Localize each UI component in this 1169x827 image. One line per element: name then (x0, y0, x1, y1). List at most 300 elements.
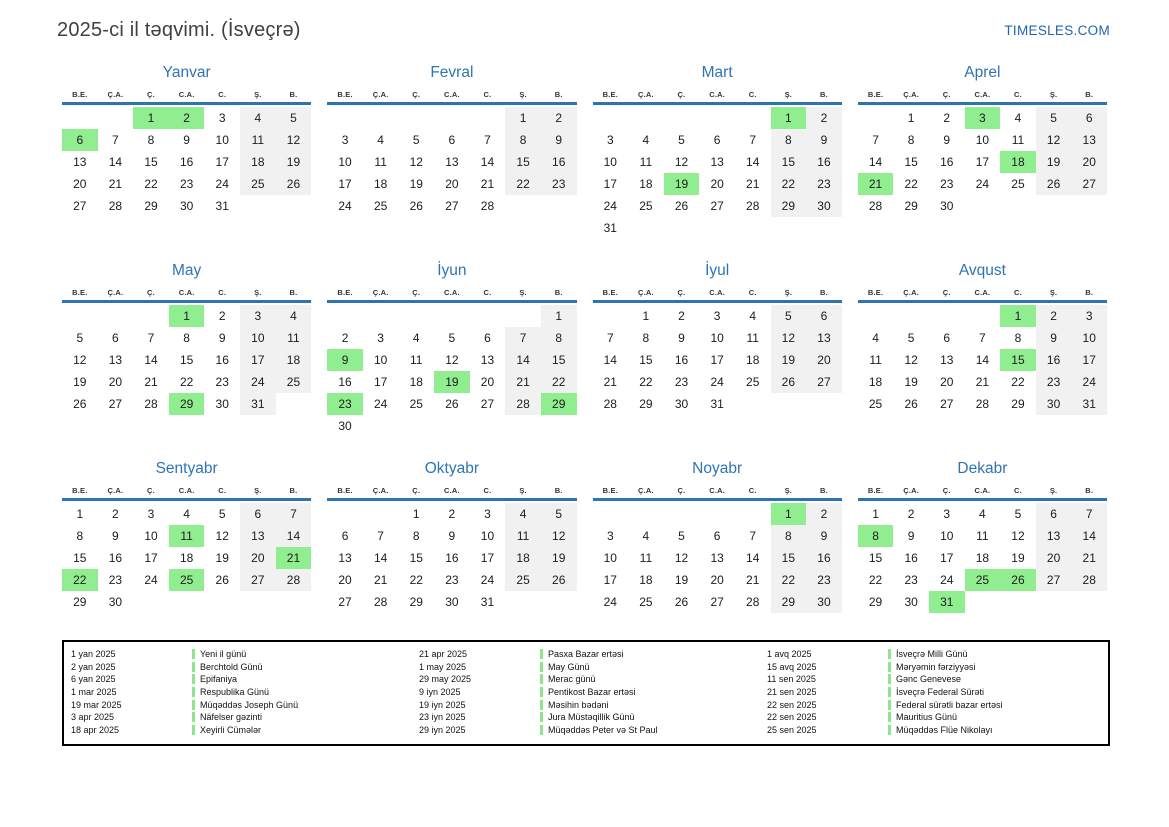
day-cell: 15 (144, 155, 158, 169)
day-cell: 8 (907, 133, 915, 147)
day-cell: 1 (76, 507, 84, 521)
day-cell (1071, 591, 1107, 613)
month-title: İyul (705, 262, 730, 279)
holiday-marker-bar (888, 662, 891, 672)
day-cell: 24 (338, 199, 352, 213)
day-cell: 17 (603, 573, 617, 587)
holiday-entry (760, 648, 1108, 661)
day-cell: 13 (338, 551, 352, 565)
month-title: Avqust (958, 262, 1006, 279)
month-i̇yun (327, 260, 576, 437)
holiday-date: 15 avq 2025 (767, 661, 817, 672)
day-cell: 3 (377, 331, 384, 345)
day-cell: 8 (147, 133, 155, 147)
day-cell: 16 (1036, 349, 1072, 371)
day-cell (398, 107, 434, 129)
weekday-label: Ç.A. (903, 90, 920, 99)
day-cell: 31 (215, 199, 229, 213)
holiday-date: 11 sen 2025 (767, 674, 816, 685)
day-cell: 11 (169, 525, 205, 547)
day-cell: 7 (749, 529, 757, 543)
holiday-marker-bar (192, 662, 195, 672)
day-cell: 28 (505, 393, 541, 415)
day-cell: 27 (1071, 173, 1107, 195)
day-cell (62, 305, 98, 327)
weekday-label: Ş. (519, 486, 527, 495)
day-cell: 10 (603, 155, 617, 169)
weekday-label: Ç.A. (637, 288, 654, 297)
day-cell: 28 (868, 199, 883, 213)
holiday-marker-bar (888, 712, 891, 722)
day-cell: 18 (276, 349, 312, 371)
day-cell: 17 (940, 551, 954, 565)
day-cell: 2 (169, 107, 205, 129)
day-cell: 17 (215, 155, 229, 169)
weekday-label: Ç. (147, 288, 155, 297)
day-cell (240, 195, 276, 217)
day-cell: 12 (73, 353, 87, 367)
day-cell: 19 (1011, 551, 1025, 565)
day-cell: 28 (276, 569, 312, 591)
day-cell: 31 (929, 591, 965, 613)
month-divider-line (327, 102, 576, 105)
day-cell (327, 107, 363, 129)
day-cell (1000, 591, 1036, 613)
holiday-name: May Günü (548, 661, 590, 672)
weekday-label: C. (483, 486, 492, 495)
holiday-marker-bar (192, 725, 195, 735)
day-cell: 27 (1036, 569, 1072, 591)
holiday-entry (64, 711, 412, 724)
day-cell: 21 (108, 177, 123, 191)
day-cell: 25 (409, 397, 423, 411)
day-cell: 10 (480, 529, 495, 543)
day-cell: 7 (606, 331, 614, 345)
day-cell: 29 (904, 199, 918, 213)
day-cell: 3 (341, 133, 349, 147)
holiday-marker-bar (540, 725, 543, 735)
day-cell (735, 503, 771, 525)
day-cell: 6 (713, 133, 721, 147)
holiday-marker-bar (192, 700, 195, 710)
day-cell: 23 (1036, 371, 1072, 393)
day-cell (363, 107, 399, 129)
day-cell: 14 (144, 353, 158, 367)
day-cell: 26 (215, 573, 229, 587)
days-grid (62, 107, 311, 217)
holiday-marker-bar (888, 725, 891, 735)
days-grid (327, 305, 576, 437)
day-cell (133, 591, 169, 613)
day-cell: 4 (872, 331, 879, 345)
holiday-name: Federal sürətli bazar ertəsi (896, 699, 1003, 710)
day-cell: 13 (240, 525, 276, 547)
holiday-entry (64, 648, 412, 661)
holiday-name: Müqəddəs Peter və St Paul (548, 724, 658, 735)
day-cell: 12 (771, 327, 807, 349)
day-cell: 8 (642, 331, 650, 345)
day-cell: 5 (218, 507, 226, 521)
day-cell: 1 (907, 111, 915, 125)
day-cell: 10 (940, 529, 954, 543)
weekday-label: C. (1014, 90, 1022, 99)
day-cell: 26 (674, 199, 689, 213)
day-cell: 8 (858, 525, 894, 547)
day-cell: 29 (868, 595, 883, 609)
day-cell: 2 (806, 107, 842, 129)
weekday-header-row (593, 483, 842, 498)
weekday-label: Ç.A. (107, 486, 124, 495)
day-cell: 23 (445, 573, 459, 587)
day-cell (1071, 195, 1107, 217)
day-cell: 25 (276, 371, 312, 393)
day-cell: 5 (541, 503, 577, 525)
day-cell: 15 (409, 551, 423, 565)
holiday-entry (64, 686, 412, 699)
weekday-header-row (327, 285, 576, 300)
day-cell: 11 (639, 551, 653, 565)
day-cell: 3 (147, 507, 155, 521)
day-cell: 27 (480, 397, 495, 411)
holiday-entry (64, 724, 412, 737)
day-cell (965, 305, 1001, 327)
weekday-header-row (62, 285, 311, 300)
day-cell: 20 (1071, 151, 1107, 173)
day-cell: 9 (907, 529, 915, 543)
day-cell: 15 (73, 551, 87, 565)
day-cell: 16 (806, 547, 842, 569)
day-cell: 5 (771, 305, 807, 327)
weekday-label: Ç.A. (107, 90, 124, 99)
site-logo-link[interactable]: TIMESLES.COM (1004, 23, 1110, 38)
day-cell: 30 (940, 199, 954, 213)
day-cell (276, 195, 312, 217)
day-cell: 14 (746, 551, 760, 565)
day-cell: 8 (541, 327, 577, 349)
day-cell: 11 (276, 327, 312, 349)
day-cell: 21 (144, 375, 158, 389)
holiday-date: 1 may 2025 (419, 661, 467, 672)
day-cell: 16 (445, 551, 459, 565)
day-cell: 4 (183, 507, 190, 521)
holiday-marker-bar (540, 674, 543, 684)
holiday-marker-bar (540, 649, 543, 659)
month-divider-line (858, 102, 1107, 105)
weekday-label: C. (1014, 486, 1022, 495)
day-cell: 14 (480, 155, 495, 169)
weekday-header-row (327, 483, 576, 498)
day-cell: 18 (975, 551, 990, 565)
day-cell (98, 107, 134, 129)
weekday-label: B. (1085, 288, 1094, 297)
day-cell: 20 (73, 177, 87, 191)
day-cell: 26 (674, 595, 689, 609)
weekday-label: C.A. (974, 486, 991, 495)
day-cell: 1 (412, 507, 420, 521)
day-cell: 28 (480, 199, 495, 213)
day-cell: 22 (904, 177, 918, 191)
weekday-label: B.E. (602, 90, 618, 99)
day-cell: 29 (144, 199, 158, 213)
day-cell: 13 (445, 155, 459, 169)
day-cell: 16 (940, 155, 954, 169)
holiday-name: Jura Müstəqillik Günü (548, 712, 635, 723)
weekday-label: Ş. (1049, 288, 1058, 297)
days-grid (858, 107, 1107, 217)
day-cell (505, 415, 541, 437)
holiday-marker-bar (192, 687, 195, 697)
holiday-date: 19 iyn 2025 (419, 699, 466, 710)
day-cell: 1 (505, 107, 541, 129)
day-cell: 3 (240, 305, 276, 327)
day-cell: 24 (940, 573, 954, 587)
day-cell: 24 (480, 573, 495, 587)
weekday-header-row (593, 87, 842, 102)
day-cell: 27 (940, 397, 954, 411)
day-cell: 11 (746, 331, 759, 345)
holiday-entry (760, 724, 1108, 737)
weekday-label: B.E. (867, 90, 884, 99)
day-cell: 10 (144, 529, 158, 543)
day-cell: 29 (639, 397, 653, 411)
day-cell: 23 (940, 177, 954, 191)
day-cell: 8 (412, 529, 420, 543)
weekday-label: Ç.A. (372, 288, 389, 297)
weekday-label: Ç. (147, 90, 155, 99)
day-cell: 18 (373, 177, 388, 191)
day-cell: 10 (710, 331, 724, 345)
day-cell (771, 217, 807, 239)
day-cell: 26 (409, 199, 423, 213)
day-cell (735, 217, 771, 239)
day-cell: 20 (240, 547, 276, 569)
month-dekabr (858, 458, 1107, 613)
month-title: Yanvar (162, 64, 211, 81)
day-cell (628, 217, 664, 239)
holiday-date: 19 mar 2025 (71, 699, 122, 710)
days-grid (62, 305, 311, 415)
holiday-entry (760, 711, 1108, 724)
day-cell: 8 (505, 129, 541, 151)
day-cell: 4 (642, 529, 650, 543)
weekday-label: C.A. (443, 288, 460, 297)
weekday-label: C. (483, 288, 492, 297)
day-cell: 26 (445, 397, 459, 411)
day-cell: 25 (1011, 177, 1025, 191)
day-cell: 13 (710, 155, 724, 169)
day-cell: 7 (147, 331, 155, 345)
holiday-name: Merac günü (548, 674, 596, 685)
day-cell: 23 (806, 173, 842, 195)
day-cell: 21 (276, 547, 312, 569)
weekday-label: Ş. (519, 90, 527, 99)
day-cell: 26 (541, 569, 577, 591)
day-cell: 17 (1071, 349, 1107, 371)
holiday-date: 29 iyn 2025 (419, 724, 466, 735)
day-cell: 23 (327, 393, 363, 415)
day-cell: 24 (373, 397, 388, 411)
day-cell: 10 (603, 551, 617, 565)
holiday-entry (760, 673, 1108, 686)
month-title: Aprel (964, 64, 1001, 81)
day-cell: 13 (1071, 129, 1107, 151)
day-cell: 14 (276, 525, 312, 547)
day-cell: 18 (179, 551, 194, 565)
page-title: 2025-ci il təqvimi. (İsveçrə) (57, 19, 301, 41)
day-cell: 20 (1036, 547, 1072, 569)
holiday-name: Müqəddəs Joseph Günü (200, 699, 299, 710)
day-cell: 30 (108, 595, 123, 609)
day-cell (541, 195, 577, 217)
holiday-name: Məsihin bədəni (548, 699, 609, 710)
day-cell: 12 (215, 529, 229, 543)
day-cell: 1 (771, 503, 807, 525)
day-cell (929, 305, 965, 327)
month-divider-line (593, 498, 842, 501)
day-cell: 17 (240, 349, 276, 371)
day-cell: 3 (713, 309, 721, 323)
day-cell: 6 (1036, 503, 1072, 525)
day-cell (204, 591, 240, 613)
weekday-label: Ş. (254, 90, 262, 99)
day-cell: 19 (434, 371, 470, 393)
day-cell: 1 (771, 107, 807, 129)
day-cell: 11 (1011, 133, 1025, 147)
holiday-marker-bar (192, 712, 195, 722)
month-sentyabr (62, 458, 311, 613)
day-cell: 25 (240, 173, 276, 195)
day-cell: 9 (218, 331, 226, 345)
day-cell (470, 107, 506, 129)
day-cell: 28 (144, 397, 158, 411)
day-cell: 20 (108, 375, 123, 389)
weekday-label: B.E. (72, 288, 88, 297)
day-cell: 30 (338, 419, 352, 433)
day-cell: 11 (505, 525, 541, 547)
day-cell: 24 (603, 199, 617, 213)
day-cell: 17 (480, 551, 495, 565)
day-cell: 26 (904, 397, 918, 411)
holiday-date: 21 apr 2025 (419, 649, 468, 660)
day-cell: 6 (341, 529, 349, 543)
holiday-entry (64, 698, 412, 711)
day-cell (771, 393, 807, 415)
day-cell: 4 (979, 507, 986, 521)
day-cell: 31 (240, 393, 276, 415)
day-cell: 19 (215, 551, 229, 565)
day-cell: 6 (448, 133, 456, 147)
day-cell: 6 (943, 331, 951, 345)
day-cell: 14 (868, 155, 883, 169)
day-cell: 17 (975, 155, 990, 169)
weekday-header-row (858, 285, 1107, 300)
month-divider-line (593, 102, 842, 105)
day-cell: 27 (806, 371, 842, 393)
day-cell: 14 (975, 353, 990, 367)
weekday-label: Ç. (942, 288, 951, 297)
day-cell: 6 (806, 305, 842, 327)
day-cell: 30 (806, 195, 842, 217)
day-cell: 5 (448, 331, 456, 345)
weekday-label: Ç. (677, 486, 686, 495)
holiday-name: Müqəddəs Flüe Nikolayı (896, 724, 993, 735)
day-cell: 9 (943, 133, 951, 147)
weekday-header-row (858, 483, 1107, 498)
day-cell (806, 217, 842, 239)
day-cell: 9 (1036, 327, 1072, 349)
day-cell (398, 415, 434, 437)
days-grid (327, 503, 576, 613)
holiday-date: 3 apr 2025 (71, 712, 115, 723)
day-cell: 9 (112, 529, 119, 543)
day-cell: 27 (710, 199, 724, 213)
day-cell: 20 (338, 573, 352, 587)
holiday-date: 18 apr 2025 (71, 724, 120, 735)
day-cell: 3 (484, 507, 491, 521)
day-cell: 17 (710, 353, 724, 367)
day-cell (858, 305, 894, 327)
day-cell: 6 (484, 331, 491, 345)
day-cell: 11 (639, 155, 653, 169)
day-cell (363, 305, 399, 327)
day-cell: 26 (73, 397, 87, 411)
day-cell: 10 (240, 327, 276, 349)
weekday-label: Ç. (942, 486, 951, 495)
month-divider-line (327, 300, 576, 303)
day-cell: 17 (338, 177, 352, 191)
weekday-label: Ş. (1049, 90, 1058, 99)
day-cell (169, 591, 205, 613)
day-cell: 25 (639, 595, 653, 609)
month-title: Dekabr (957, 460, 1008, 477)
weekday-header-row (593, 285, 842, 300)
weekday-label: Ç. (677, 90, 686, 99)
holiday-date: 2 yan 2025 (71, 661, 116, 672)
day-cell: 20 (710, 573, 724, 587)
holiday-marker-bar (192, 674, 195, 684)
day-cell: 15 (505, 151, 541, 173)
day-cell (699, 503, 735, 525)
day-cell: 16 (674, 353, 689, 367)
weekday-label: C.A. (178, 486, 195, 495)
weekday-label: C.A. (709, 90, 726, 99)
day-cell: 8 (771, 129, 807, 151)
holiday-name: İsveçrə Milli Günü (896, 649, 968, 660)
day-cell: 26 (276, 173, 312, 195)
day-cell: 15 (1000, 349, 1036, 371)
day-cell: 24 (603, 595, 617, 609)
month-noyabr (593, 458, 842, 613)
day-cell: 18 (505, 547, 541, 569)
day-cell: 28 (975, 397, 990, 411)
weekday-label: Ç.A. (903, 486, 920, 495)
day-cell: 23 (215, 375, 229, 389)
day-cell: 31 (1071, 393, 1107, 415)
weekday-label: C.A. (443, 486, 460, 495)
day-cell: 7 (276, 503, 312, 525)
day-cell: 13 (73, 155, 87, 169)
day-cell: 16 (179, 155, 194, 169)
day-cell: 20 (806, 349, 842, 371)
day-cell: 25 (746, 375, 760, 389)
day-cell: 4 (240, 107, 276, 129)
day-cell: 15 (868, 551, 883, 565)
day-cell: 22 (409, 573, 423, 587)
day-cell: 12 (445, 353, 459, 367)
day-cell: 13 (480, 353, 495, 367)
month-fevral (327, 62, 576, 239)
day-cell: 11 (374, 155, 387, 169)
